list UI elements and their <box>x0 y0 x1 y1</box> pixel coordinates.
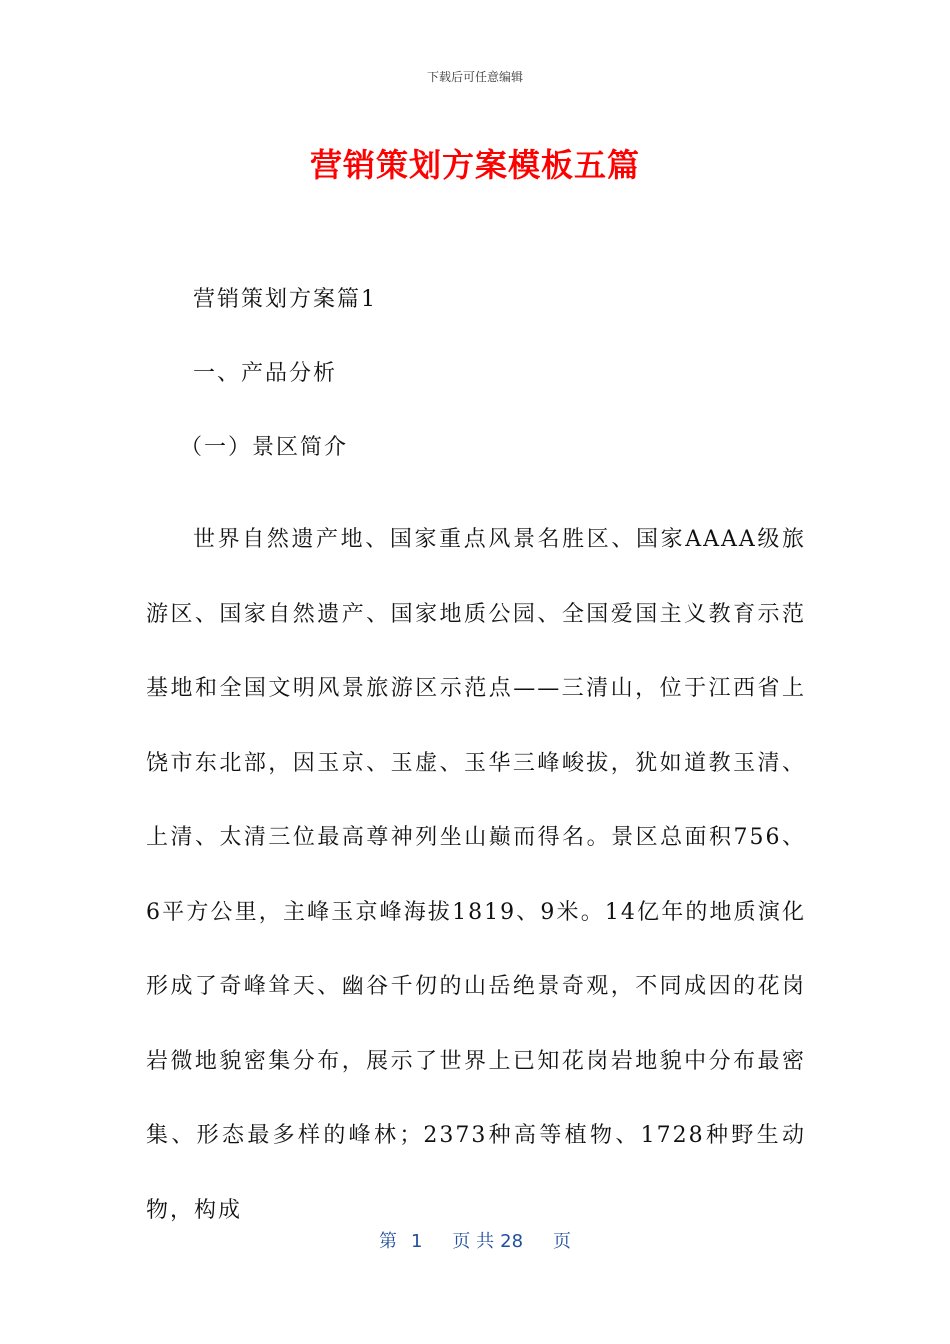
footer-middle: 页 共 <box>452 1231 495 1252</box>
header-note: 下载后可任意编辑 <box>426 70 523 84</box>
footer-total-pages: 28 <box>500 1231 524 1252</box>
section-heading-scenic-intro: （一）景区简介 <box>180 435 349 460</box>
page-footer <box>0 1227 950 1253</box>
section-heading-part: 营销策划方案篇1 <box>193 287 377 312</box>
footer-current-page: 1 <box>410 1231 423 1252</box>
footer-prefix: 第 <box>378 1231 397 1252</box>
footer-suffix: 页 <box>553 1231 572 1252</box>
document-title: 营销策划方案模板五篇 <box>309 146 640 184</box>
section-heading-product-analysis: 一、产品分析 <box>193 361 338 386</box>
body-paragraph: 世界自然遗产地、国家重点风景名胜区、国家AAAA级旅游区、国家自然遗产、国家地质公园、全国爱国主义教育示范基地和全国文明风景旅游区示范点——三清山，位于江西省上饶市东北部，因玉京、玉虚、玉华三峰峻拔，犹如道教玉清、上清、太清三位最高尊神列坐山巅而得名。景区总面积756、6平方公里，主峰玉京峰海拔1819、9米。14亿年的地质演化形成了奇峰耸天、幽谷千仞的山岳绝景奇观，不同成因的花岗岩微地貌密集分布，展示了世界上已知花岗岩地貌中分布最密集、形态最多样的峰林；2373种高等植物、1728种野生动物，构成 <box>146 527 806 1223</box>
